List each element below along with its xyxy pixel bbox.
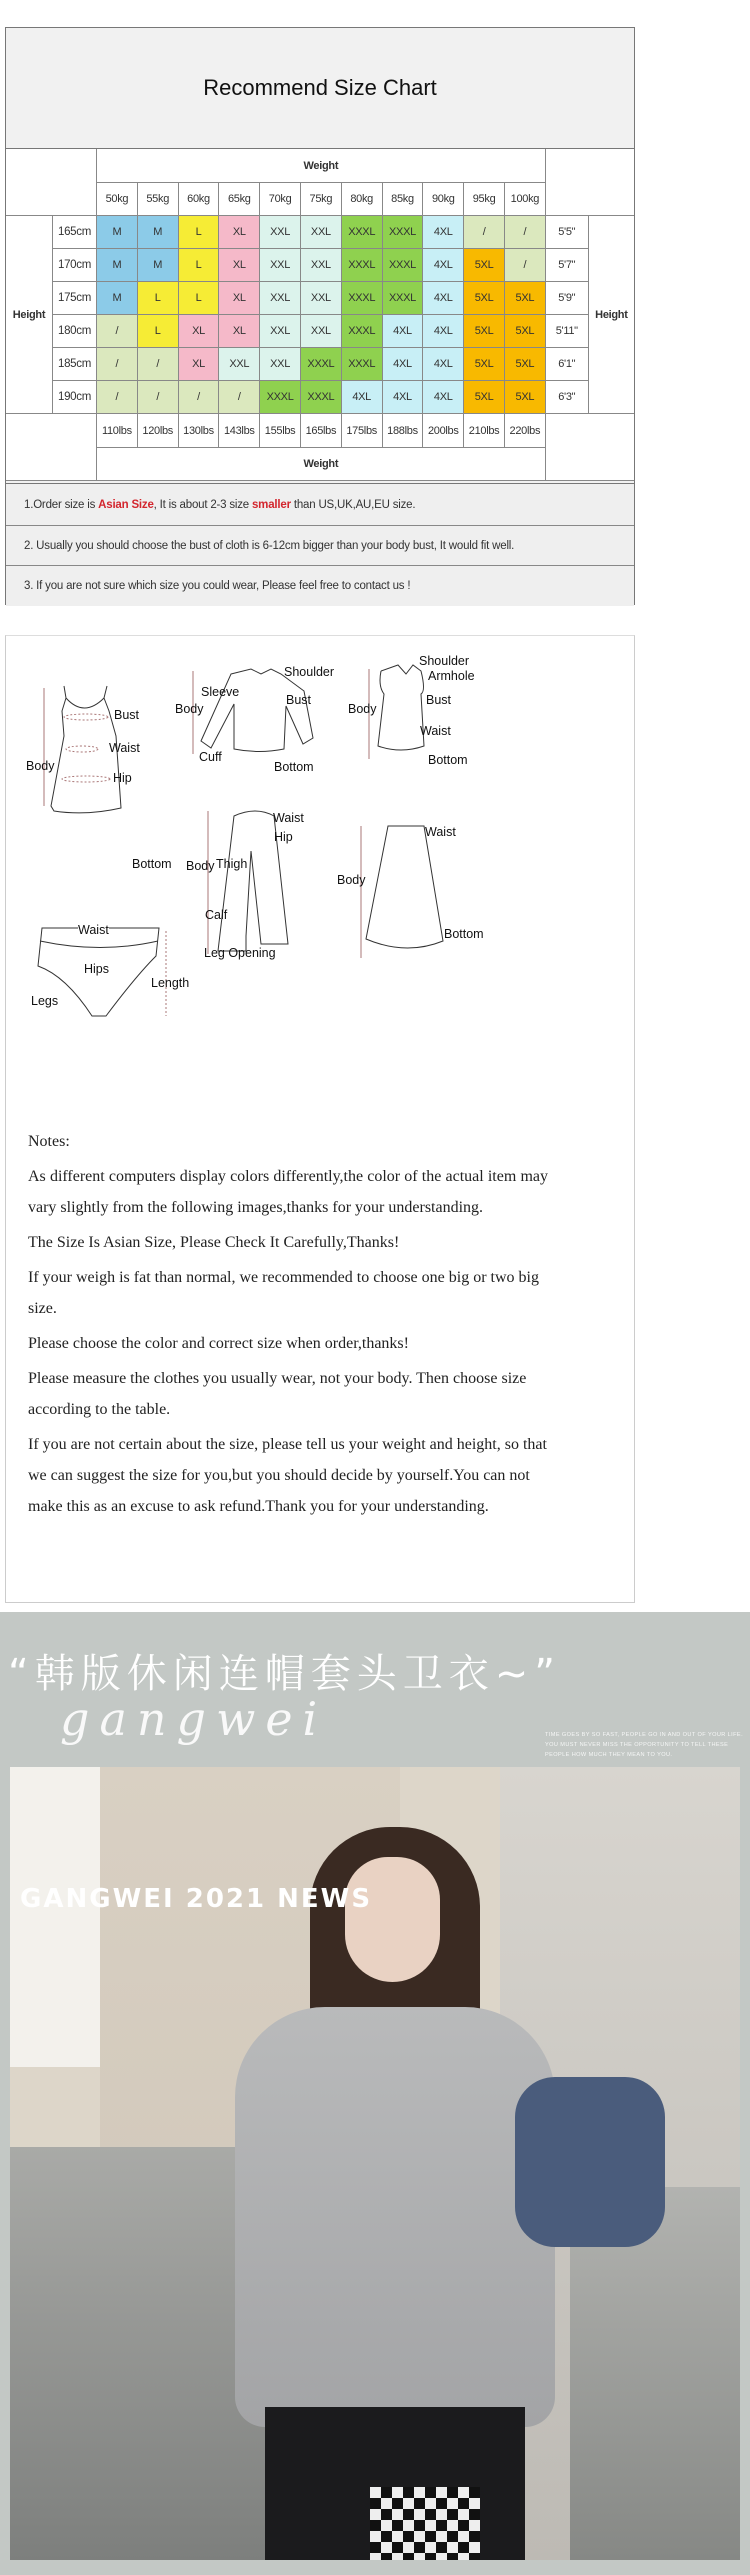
size-cell: XXL	[260, 216, 301, 249]
pants-calf-label: Calf	[205, 908, 228, 922]
size-cell: 5XL	[464, 348, 505, 381]
weight-kg-header: 60kg	[179, 183, 220, 216]
vest-shoulder-label: Shoulder	[419, 654, 470, 668]
height-cm: 180cm	[53, 315, 97, 348]
briefs-length-label: Length	[151, 976, 190, 990]
pants-waist-label: Waist	[273, 811, 304, 825]
size-cell: /	[138, 348, 179, 381]
note-item: The Size Is Asian Size, Please Check It Carefully,Thanks!	[28, 1234, 400, 1251]
size-chart-title: Recommend Size Chart	[6, 28, 634, 149]
height-ft: 5'11"	[546, 315, 589, 348]
notes-section	[28, 1126, 548, 1526]
size-cell: XL	[219, 282, 260, 315]
size-cell: XXXL	[383, 282, 424, 315]
size-cell: /	[138, 381, 179, 414]
size-chart	[5, 27, 635, 605]
height-cm: 170cm	[53, 249, 97, 282]
size-cell: /	[97, 381, 138, 414]
size-cell: XL	[219, 249, 260, 282]
height-label-right: Height	[589, 216, 634, 414]
weight-lbs-header: 210lbs	[464, 414, 505, 448]
size-note-3	[6, 565, 634, 606]
weight-kg-header: 95kg	[464, 183, 505, 216]
briefs-hips-label: Hips	[84, 962, 110, 976]
top-shoulder-label: Shoulder	[284, 665, 335, 679]
size-cell: /	[179, 381, 220, 414]
weight-kg-header: 55kg	[138, 183, 179, 216]
note-text: 1.Order size is	[24, 498, 99, 511]
height-cm: 165cm	[53, 216, 97, 249]
size-cell: XXL	[260, 282, 301, 315]
size-cell: 5XL	[505, 381, 546, 414]
size-cell: XXXL	[301, 348, 342, 381]
size-cell: 4XL	[383, 315, 424, 348]
weight-header: Weight	[97, 149, 546, 183]
height-ft: 5'5"	[546, 216, 589, 249]
measurement-guide	[5, 635, 635, 1603]
size-cell: /	[219, 381, 260, 414]
size-cell: XXL	[301, 249, 342, 282]
size-cell: XXL	[301, 315, 342, 348]
right-blank	[546, 149, 634, 216]
size-cell: M	[138, 216, 179, 249]
bottom-right-blank	[546, 414, 634, 481]
pants-leg-opening-label: Leg Opening	[204, 946, 276, 960]
note-item: If you are not certain about the size, please tell us your weight and height, so that we can suggest the size for you,but you should decide by yourself.You can not make this as an excuse to ask refund.Thank you for your understanding.	[28, 1436, 547, 1515]
size-cell: XL	[179, 348, 220, 381]
size-cell: XXXL	[342, 315, 383, 348]
dress-body-label: Body	[26, 759, 55, 773]
weight-kg-header: 90kg	[423, 183, 464, 216]
size-cell: 5XL	[464, 315, 505, 348]
size-cell: 4XL	[383, 381, 424, 414]
note-item: As different computers display colors differently,the color of the actual item may vary slightly from the following images,thanks for your understanding.	[28, 1168, 548, 1216]
size-cell: M	[138, 249, 179, 282]
top-bust-label: Bust	[286, 693, 312, 707]
weight-kg-header: 50kg	[97, 183, 138, 216]
skirt-outline	[361, 826, 443, 958]
size-cell: 4XL	[423, 315, 464, 348]
skirt-waist-label: Waist	[425, 825, 456, 839]
size-cell: XXL	[301, 216, 342, 249]
bottom-left-blank	[6, 414, 97, 481]
size-cell: 5XL	[464, 381, 505, 414]
note-text: 2. Usually you should choose the bust of cloth is 6-12cm bigger than your body bust, It would fit well.	[24, 539, 515, 552]
weight-kg-header: 75kg	[301, 183, 342, 216]
dress-bottom-label: Bottom	[132, 857, 172, 871]
size-grid	[6, 149, 634, 481]
checkered-bag	[370, 2487, 480, 2560]
note-item: Please choose the color and correct size when order,thanks!	[28, 1335, 409, 1352]
size-cell: /	[464, 216, 505, 249]
vest-armhole-label: Armhole	[428, 669, 475, 683]
dress-hip-label: Hip	[113, 771, 132, 785]
pants-thigh-label: Thigh	[216, 857, 248, 871]
vest-body-label: Body	[348, 702, 377, 716]
size-cell: XXL	[301, 282, 342, 315]
size-cell: XL	[219, 216, 260, 249]
size-cell: XXXL	[342, 282, 383, 315]
note-item: If your weigh is fat than normal, we recommended to choose one big or two big size.	[28, 1269, 539, 1317]
weight-lbs-header: 143lbs	[219, 414, 260, 448]
size-cell: 4XL	[423, 249, 464, 282]
brand-script-logo: gangwei	[60, 1692, 328, 1746]
size-cell: XXXL	[342, 348, 383, 381]
promo-title: “韩版休闲连帽套头卫衣~”	[8, 1651, 561, 1697]
size-cell: L	[138, 315, 179, 348]
briefs-legs-label: Legs	[31, 994, 59, 1008]
size-cell: XXL	[260, 249, 301, 282]
note-text: than US,UK,AU,EU size.	[290, 498, 416, 511]
size-cell: XXXL	[342, 216, 383, 249]
size-cell: XXXL	[301, 381, 342, 414]
weight-lbs-header: 220lbs	[505, 414, 546, 448]
size-cell: XXXL	[383, 216, 424, 249]
top-sleeve-label: Sleeve	[201, 685, 240, 699]
size-cell: L	[179, 249, 220, 282]
pants-body-label: Body	[186, 859, 215, 873]
gray-hoodie	[235, 2007, 555, 2427]
height-cm: 190cm	[53, 381, 97, 414]
weight-lbs-header: 175lbs	[342, 414, 383, 448]
weight-lbs-header: 130lbs	[179, 414, 220, 448]
size-note-1	[6, 483, 634, 525]
size-cell: 5XL	[464, 282, 505, 315]
size-cell: /	[97, 315, 138, 348]
size-cell: /	[505, 249, 546, 282]
size-cell: XXXL	[383, 249, 424, 282]
weight-lbs-header: 188lbs	[383, 414, 424, 448]
window-light	[10, 1767, 100, 2067]
size-cell: /	[505, 216, 546, 249]
weight-footer: Weight	[97, 448, 546, 481]
weight-kg-header: 80kg	[342, 183, 383, 216]
height-ft: 5'9"	[546, 282, 589, 315]
pants-hip-label: Hip	[274, 830, 293, 844]
highlight-text: Asian Size	[98, 498, 154, 511]
size-cell: XXL	[260, 315, 301, 348]
top-outline	[193, 669, 313, 754]
height-ft: 5'7"	[546, 249, 589, 282]
weight-lbs-header: 200lbs	[423, 414, 464, 448]
size-cell: 4XL	[423, 216, 464, 249]
size-cell: 4XL	[423, 348, 464, 381]
size-cell: L	[179, 282, 220, 315]
weight-lbs-header: 165lbs	[301, 414, 342, 448]
weight-lbs-header: 110lbs	[97, 414, 138, 448]
skirt-bottom-label: Bottom	[444, 927, 484, 941]
height-ft: 6'1"	[546, 348, 589, 381]
height-cm: 185cm	[53, 348, 97, 381]
height-label-left: Height	[6, 216, 53, 414]
top-bottom-label: Bottom	[274, 760, 314, 774]
size-cell: 4XL	[423, 381, 464, 414]
vest-bust-label: Bust	[426, 693, 452, 707]
size-cell: XL	[179, 315, 220, 348]
dress-bust-label: Bust	[114, 708, 140, 722]
size-cell: 4XL	[383, 348, 424, 381]
weight-kg-header: 70kg	[260, 183, 301, 216]
weight-lbs-header: 155lbs	[260, 414, 301, 448]
promo-tagline: TIME GOES BY SO FAST, PEOPLE GO IN AND OUT OF YOUR LIFE. YOU MUST NEVER MISS THE OPPORTUNITY TO TELL THESE PEOPLE HOW MUCH THEY MEAN TO YOU.	[545, 1732, 744, 1758]
size-cell: M	[97, 282, 138, 315]
size-cell: 4XL	[342, 381, 383, 414]
weight-kg-header: 65kg	[219, 183, 260, 216]
size-cell: /	[97, 348, 138, 381]
face	[345, 1857, 440, 1982]
note-text: 3. If you are not sure which size you could wear, Please feel free to contact us !	[24, 580, 411, 592]
promo-banner	[0, 1612, 750, 2575]
corner-blank	[6, 149, 97, 216]
vest-outline	[369, 665, 424, 759]
dress-waist-label: Waist	[109, 741, 140, 755]
weight-kg-header: 85kg	[383, 183, 424, 216]
height-ft: 6'3"	[546, 381, 589, 414]
garment-outlines	[6, 636, 636, 1096]
briefs-waist-label: Waist	[78, 923, 109, 937]
note-item: Please measure the clothes you usually wear, not your body. Then choose size according to the table.	[28, 1370, 527, 1418]
top-cuff-label: Cuff	[199, 750, 222, 764]
skirt-body-label: Body	[337, 873, 366, 887]
vest-waist-label: Waist	[420, 724, 451, 738]
vest-bottom-label: Bottom	[428, 753, 468, 767]
denim-bag	[515, 2077, 665, 2247]
size-note-2	[6, 525, 634, 565]
size-cell: XL	[219, 315, 260, 348]
size-cell: XXXL	[342, 249, 383, 282]
top-body-label: Body	[175, 702, 204, 716]
size-cell: 4XL	[423, 282, 464, 315]
size-cell: 5XL	[505, 282, 546, 315]
notes-heading: Notes:	[28, 1133, 70, 1150]
size-cell: L	[179, 216, 220, 249]
size-cell: XXL	[260, 348, 301, 381]
steel-counter	[10, 2147, 270, 2560]
weight-kg-header: 100kg	[505, 183, 546, 216]
size-cell: XXXL	[260, 381, 301, 414]
news-caption: GANGWEI 2021 NEWS	[20, 1884, 373, 1914]
size-cell: M	[97, 216, 138, 249]
size-cell: M	[97, 249, 138, 282]
size-cell: L	[138, 282, 179, 315]
size-cell: 5XL	[464, 249, 505, 282]
weight-lbs-header: 120lbs	[138, 414, 179, 448]
height-cm: 175cm	[53, 282, 97, 315]
size-cell: 5XL	[505, 348, 546, 381]
note-text: , It is about 2-3 size	[153, 498, 252, 511]
highlight-text: smaller	[251, 498, 291, 511]
size-cell: XXL	[219, 348, 260, 381]
size-cell: 5XL	[505, 315, 546, 348]
